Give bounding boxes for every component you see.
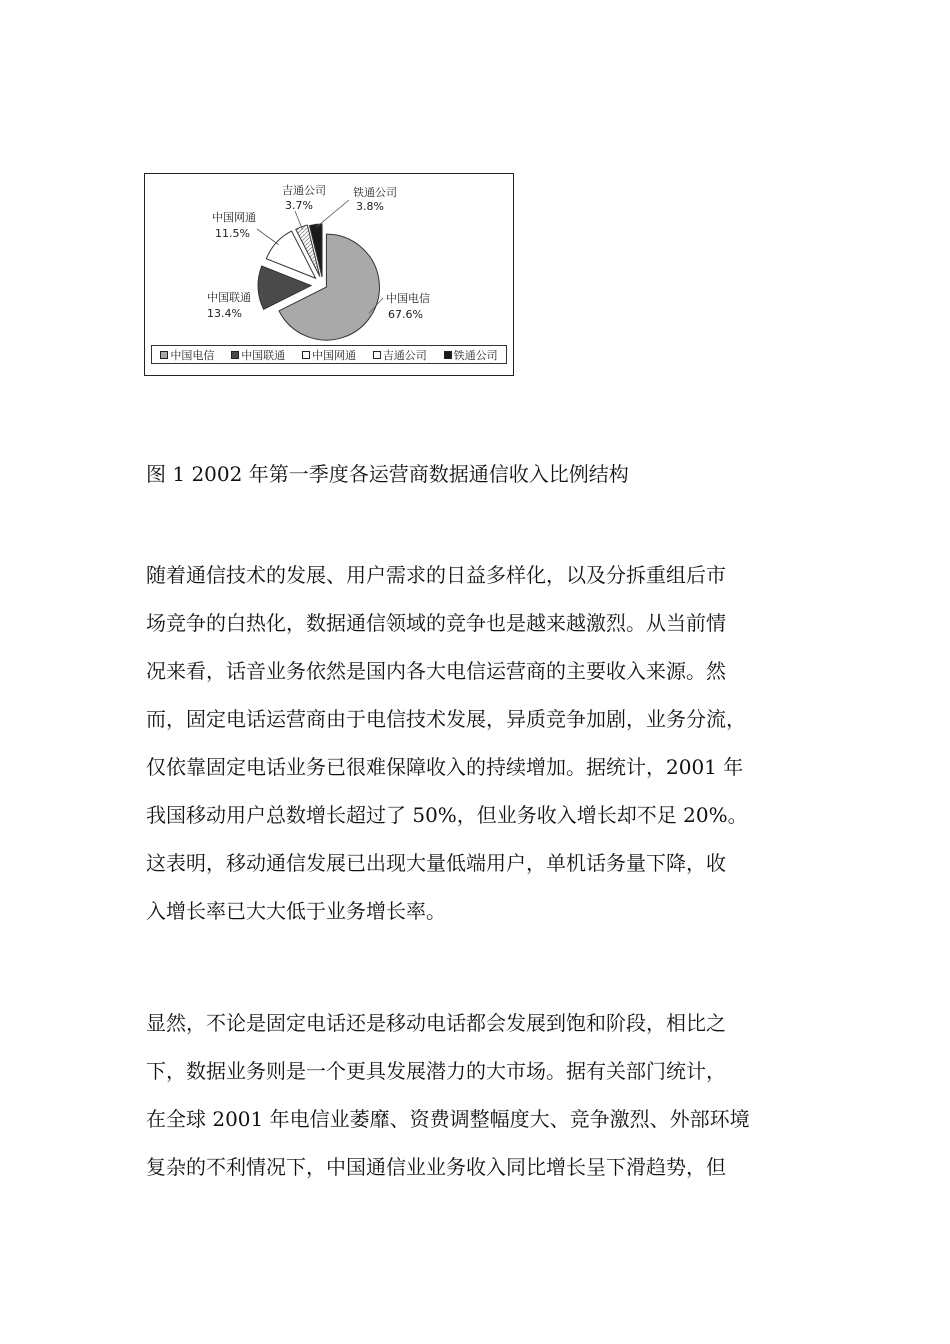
legend-label-4: 铁通公司 (453, 348, 498, 362)
legend-item-1 (231, 347, 285, 363)
paragraph-line: 况来看，话音业务依然是国内各大电信运营商的主要收入来源。然 (146, 659, 726, 683)
paragraph-line: 复杂的不利情况下，中国通信业业务收入同比增长呈下滑趋势，但 (146, 1155, 726, 1179)
slice-label-name-0: 中国电信 (386, 292, 430, 305)
paragraph-line: 仅依靠固定电话业务已很难保障收入的持续增加。据统计，2001 年 (146, 755, 744, 779)
paragraph-line: 随着通信技术的发展、用户需求的日益多样化，以及分拆重组后市 (146, 563, 726, 587)
slice-label-value-1: 13.4% (207, 307, 242, 320)
paragraph-line: 场竞争的白热化，数据通信领域的竞争也是越来越激烈。从当前情 (146, 611, 726, 635)
legend-swatch-2 (302, 351, 310, 359)
legend-swatch-4 (444, 351, 452, 359)
legend-swatch-3 (373, 351, 381, 359)
paragraph-line: 入增长率已大大低于业务增长率。 (146, 899, 446, 923)
leader-line-4 (316, 200, 349, 227)
legend-item-3 (373, 347, 427, 363)
paragraph-line: 显然，不论是固定电话还是移动电话都会发展到饱和阶段，相比之 (146, 1011, 726, 1035)
chart-legend (151, 345, 507, 364)
paragraph-line: 而，固定电话运营商由于电信技术发展，异质竞争加剧，业务分流， (146, 707, 746, 731)
slice-label-value-2: 11.5% (215, 227, 250, 240)
legend-item-0 (160, 347, 214, 363)
slice-label-name-4: 铁通公司 (353, 186, 397, 199)
paragraph-line: 这表明，移动通信发展已出现大量低端用户，单机话务量下降，收 (146, 851, 726, 875)
leader-line-2 (257, 229, 279, 245)
paragraph-line: 在全球 2001 年电信业萎靡、资费调整幅度大、竞争激烈、外部环境 (146, 1107, 750, 1131)
slice-label-value-4: 3.8% (356, 200, 384, 213)
slice-label-name-3: 吉通公司 (282, 184, 326, 197)
legend-item-2 (302, 347, 356, 363)
pie-chart (144, 173, 514, 376)
leader-line-3 (295, 211, 302, 230)
legend-label-3: 吉通公司 (382, 348, 427, 362)
paragraph-2 (146, 999, 846, 1191)
paragraph-line: 下，数据业务则是一个更具发展潜力的大市场。据有关部门统计， (146, 1059, 726, 1083)
figure-caption: 图 1 2002 年第一季度各运营商数据通信收入比例结构 (146, 462, 629, 486)
legend-swatch-0 (160, 351, 168, 359)
legend-label-2: 中国网通 (311, 348, 356, 362)
slice-label-name-1: 中国联通 (207, 291, 251, 304)
slice-label-value-0: 67.6% (388, 308, 423, 321)
slice-label-value-3: 3.7% (285, 199, 313, 212)
paragraph-1 (146, 551, 846, 935)
legend-label-1: 中国联通 (241, 348, 286, 362)
legend-swatch-1 (231, 351, 239, 359)
slice-label-name-2: 中国网通 (212, 211, 256, 224)
paragraph-line: 我国移动用户总数增长超过了 50%，但业务收入增长却不足 20%。 (146, 803, 748, 827)
legend-label-0: 中国电信 (170, 348, 215, 362)
legend-item-4 (444, 347, 498, 363)
